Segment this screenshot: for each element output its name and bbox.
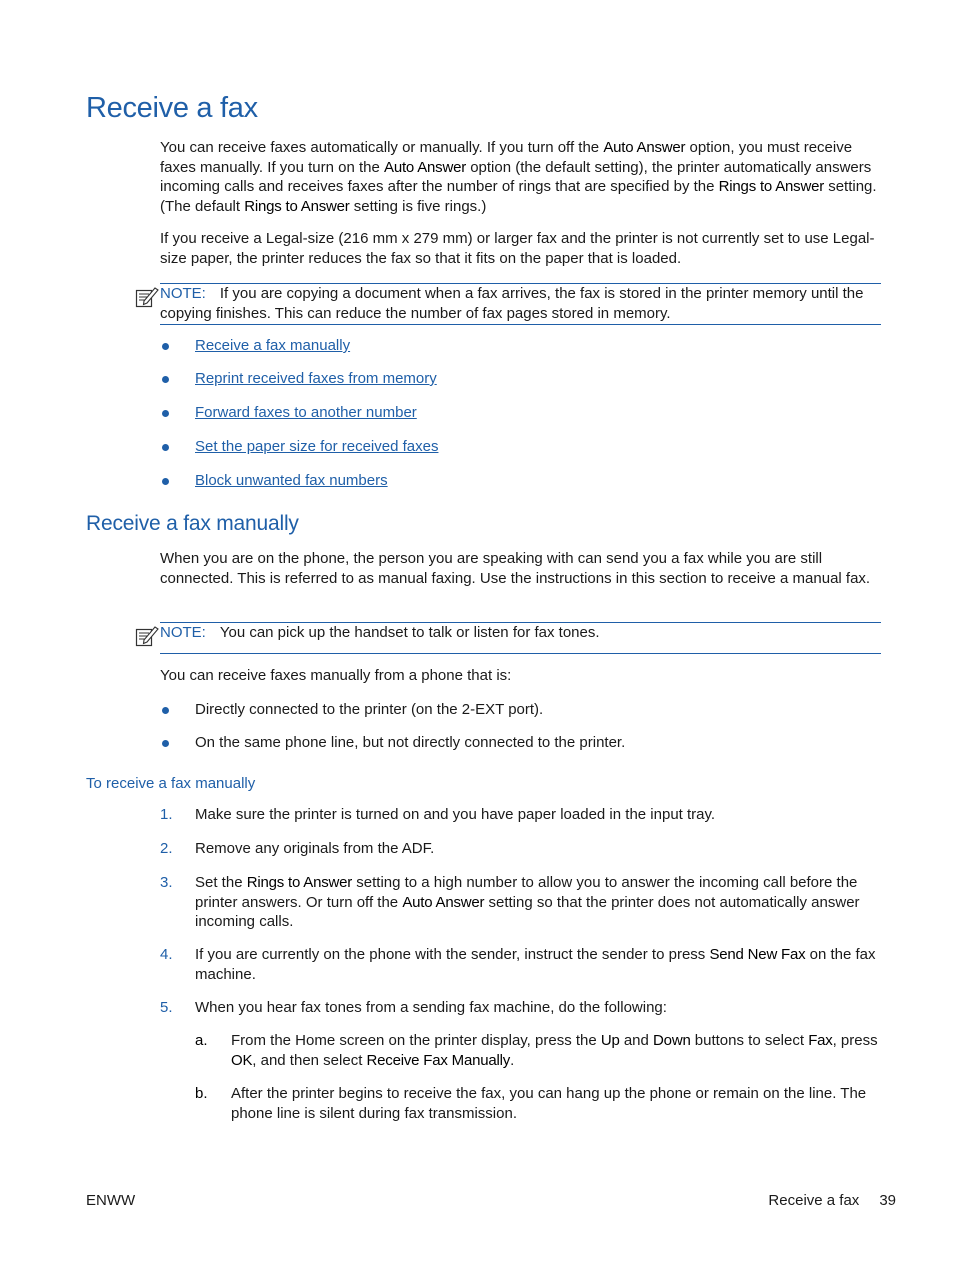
- bullet-icon: [162, 740, 169, 747]
- note-box: [160, 283, 881, 325]
- bullet-icon: [162, 444, 169, 451]
- section-heading: Receive a fax manually: [86, 512, 299, 535]
- note-icon: [135, 625, 159, 647]
- substep-letter: b.: [195, 1085, 208, 1102]
- page-number: 39: [879, 1192, 896, 1209]
- link-set-paper-size[interactable]: Set the paper size for received faxes: [195, 438, 439, 455]
- list-item: [160, 472, 560, 506]
- note-text: NOTE: If you are copying a document when a fax arrives, the fax is stored in the printer memory until the copying finishes. This can reduce the number of fax pages stored in memory.: [160, 285, 864, 322]
- intro-paragraph-2: If you receive a Legal-size (216 mm x 279 mm) or larger fax and the printer is not currently set to use Legal-size paper, the printer reduces the fax so that it fits on the paper that is loaded.: [160, 230, 875, 267]
- link-receive-fax-manually[interactable]: Receive a fax manually: [195, 337, 351, 354]
- footer-left: ENWW: [86, 1192, 136, 1209]
- step-number: 1.: [160, 806, 173, 823]
- note-label: NOTE:: [160, 624, 206, 641]
- step-text: When you hear fax tones from a sending fax machine, do the following:: [195, 999, 667, 1016]
- list-item-text: Directly connected to the printer (on the 2-EXT port).: [195, 701, 544, 718]
- bullet-icon: [162, 376, 169, 383]
- note-icon: [135, 286, 159, 308]
- bullet-icon: [162, 410, 169, 417]
- link-block-unwanted-fax[interactable]: Block unwanted fax numbers: [195, 472, 388, 489]
- bullet-icon: [162, 707, 169, 714]
- note-label: NOTE:: [160, 285, 206, 302]
- list-item-text: On the same phone line, but not directly connected to the printer.: [195, 734, 626, 751]
- list-item: [160, 336, 560, 370]
- note-box: [160, 622, 881, 654]
- step-text: Remove any originals from the ADF.: [195, 840, 435, 857]
- bullet-icon: [162, 343, 169, 350]
- step-number: 4.: [160, 946, 173, 963]
- procedure-heading: To receive a fax manually: [86, 775, 256, 792]
- note-text: NOTE: You can pick up the handset to talk or listen for fax tones.: [160, 624, 600, 641]
- step-number: 3.: [160, 874, 173, 891]
- list-item: [160, 438, 560, 472]
- page-title: Receive a fax: [86, 92, 258, 124]
- footer-section: Receive a fax: [768, 1192, 860, 1209]
- substep-text: From the Home screen on the printer display, press the Up and Down buttons to select Fax, press OK, and then select Receive Fax Manually.: [231, 1032, 878, 1069]
- substep-letter: a.: [195, 1032, 208, 1049]
- topic-link-list: [160, 336, 560, 506]
- section-paragraph-2: You can receive faxes manually from a phone that is:: [160, 667, 512, 684]
- intro-paragraph-1: You can receive faxes automatically or manually. If you turn off the Auto Answer option, you must receive faxes manually. If you turn on the Auto Answer option (the default setting), the printer automatically answers incoming calls and receives faxes after the number of rings that are specified by the Rings to Answer setting. (The default Rings to Answer setting is five rings.): [160, 139, 877, 215]
- bullet-icon: [162, 478, 169, 485]
- substep-text: After the printer begins to receive the fax, you can hang up the phone or remain on the line. The phone line is silent during fax transmission.: [231, 1085, 867, 1122]
- link-forward-faxes[interactable]: Forward faxes to another number: [195, 404, 417, 421]
- phone-connection-list: [160, 700, 881, 766]
- step-number: 2.: [160, 840, 173, 857]
- step-text: Set the Rings to Answer setting to a high number to allow you to answer the incoming call before the printer answers. Or turn off the Auto Answer setting so that the printer does not automatically answer incoming calls.: [195, 874, 860, 930]
- step-text: Make sure the printer is turned on and you have paper loaded in the input tray.: [195, 806, 716, 823]
- list-item: [160, 370, 560, 404]
- list-item: [160, 404, 560, 438]
- section-paragraph-1: When you are on the phone, the person you are speaking with can send you a fax while you are still connected. This is referred to as manual faxing. Use the instructions in this section to receive a manual fax.: [160, 550, 871, 587]
- list-item: [160, 700, 881, 733]
- step-text: If you are currently on the phone with the sender, instruct the sender to press Send New Fax on the fax machine.: [195, 946, 876, 983]
- footer-right: [768, 1191, 896, 1211]
- step-number: 5.: [160, 999, 173, 1016]
- link-reprint-received-faxes[interactable]: Reprint received faxes from memory: [195, 370, 437, 387]
- list-item: [160, 733, 881, 766]
